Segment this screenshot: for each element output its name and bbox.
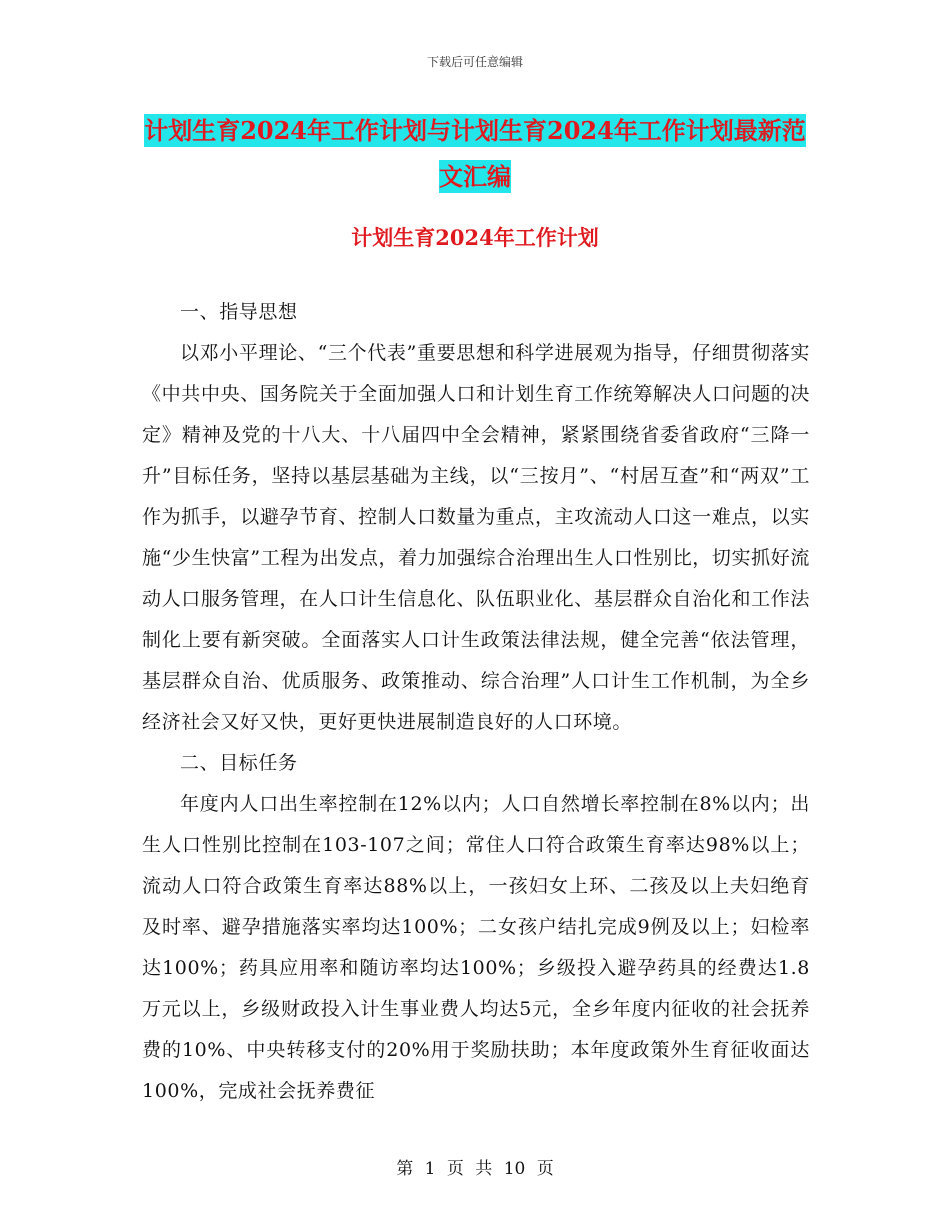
paragraph-guiding-ideology: 以邓小平理论、“三个代表”重要思想和科学进展观为指导，仔细贯彻落实《中共中央、国务院关于全面加强人口和计划生育工作统筹解决人口问题的决定》精神及党的十八大、十八届四中全会精神，紧紧围绕省委省政府“三降一升”目标任务，坚持以基层基础为主线，以“三按月”、“村居互查”和“两双”工作为抓手，以避孕节育、控制人口数量为重点，主攻流动人口这一难点，以实施“少生快富”工程为出发点，着力加强综合治理出生人口性别比，切实抓好流动人口服务管理，在人口计生信息化、队伍职业化、基层群众自治化和工作法制化上要有新突破。全面落实人口计生政策法律法规，健全完善“依法管理，基层群众自治、优质服务、政策推动、综合治理”人口计生工作机制，为全乡经济社会又好又快，更好更快进展制造良好的人口环境。: [142, 342, 810, 733]
document-title: [140, 108, 810, 200]
section-title: 计划生育2024年工作计划: [351, 225, 599, 250]
document-body: [142, 292, 810, 1112]
paragraph-targets: 年度内人口出生率控制在12%以内；人口自然增长率控制在8%以内；出生人口性别比控制在103-107之间；常住人口符合政策生育率达98%以上；流动人口符合政策生育率达88%以上，一孩妇女上环、二孩及以上夫妇绝育及时率、避孕措施落实率均达100%；二女孩户结扎完成9例及以上；妇检率达100%；药具应用率和随访率均达100%；乡级投入避孕药具的经费达1.8万元以上，乡级财政投入计生事业费人均达5元，全乡年度内征收的社会抚养费的10%、中央转移支付的20%用于奖励扶助；本年度政策外生育征收面达100%，完成社会抚养费征: [142, 793, 810, 1102]
header-note: 下载后可任意编辑: [426, 55, 523, 69]
page-number: 第 1 页 共 10 页: [396, 1159, 554, 1179]
heading-guiding-ideology: 一、指导思想: [180, 301, 298, 323]
document-title-text: 计划生育2024年工作计划与计划生育2024年工作计划最新范文汇编: [144, 116, 806, 191]
heading-targets: 二、目标任务: [180, 752, 298, 774]
